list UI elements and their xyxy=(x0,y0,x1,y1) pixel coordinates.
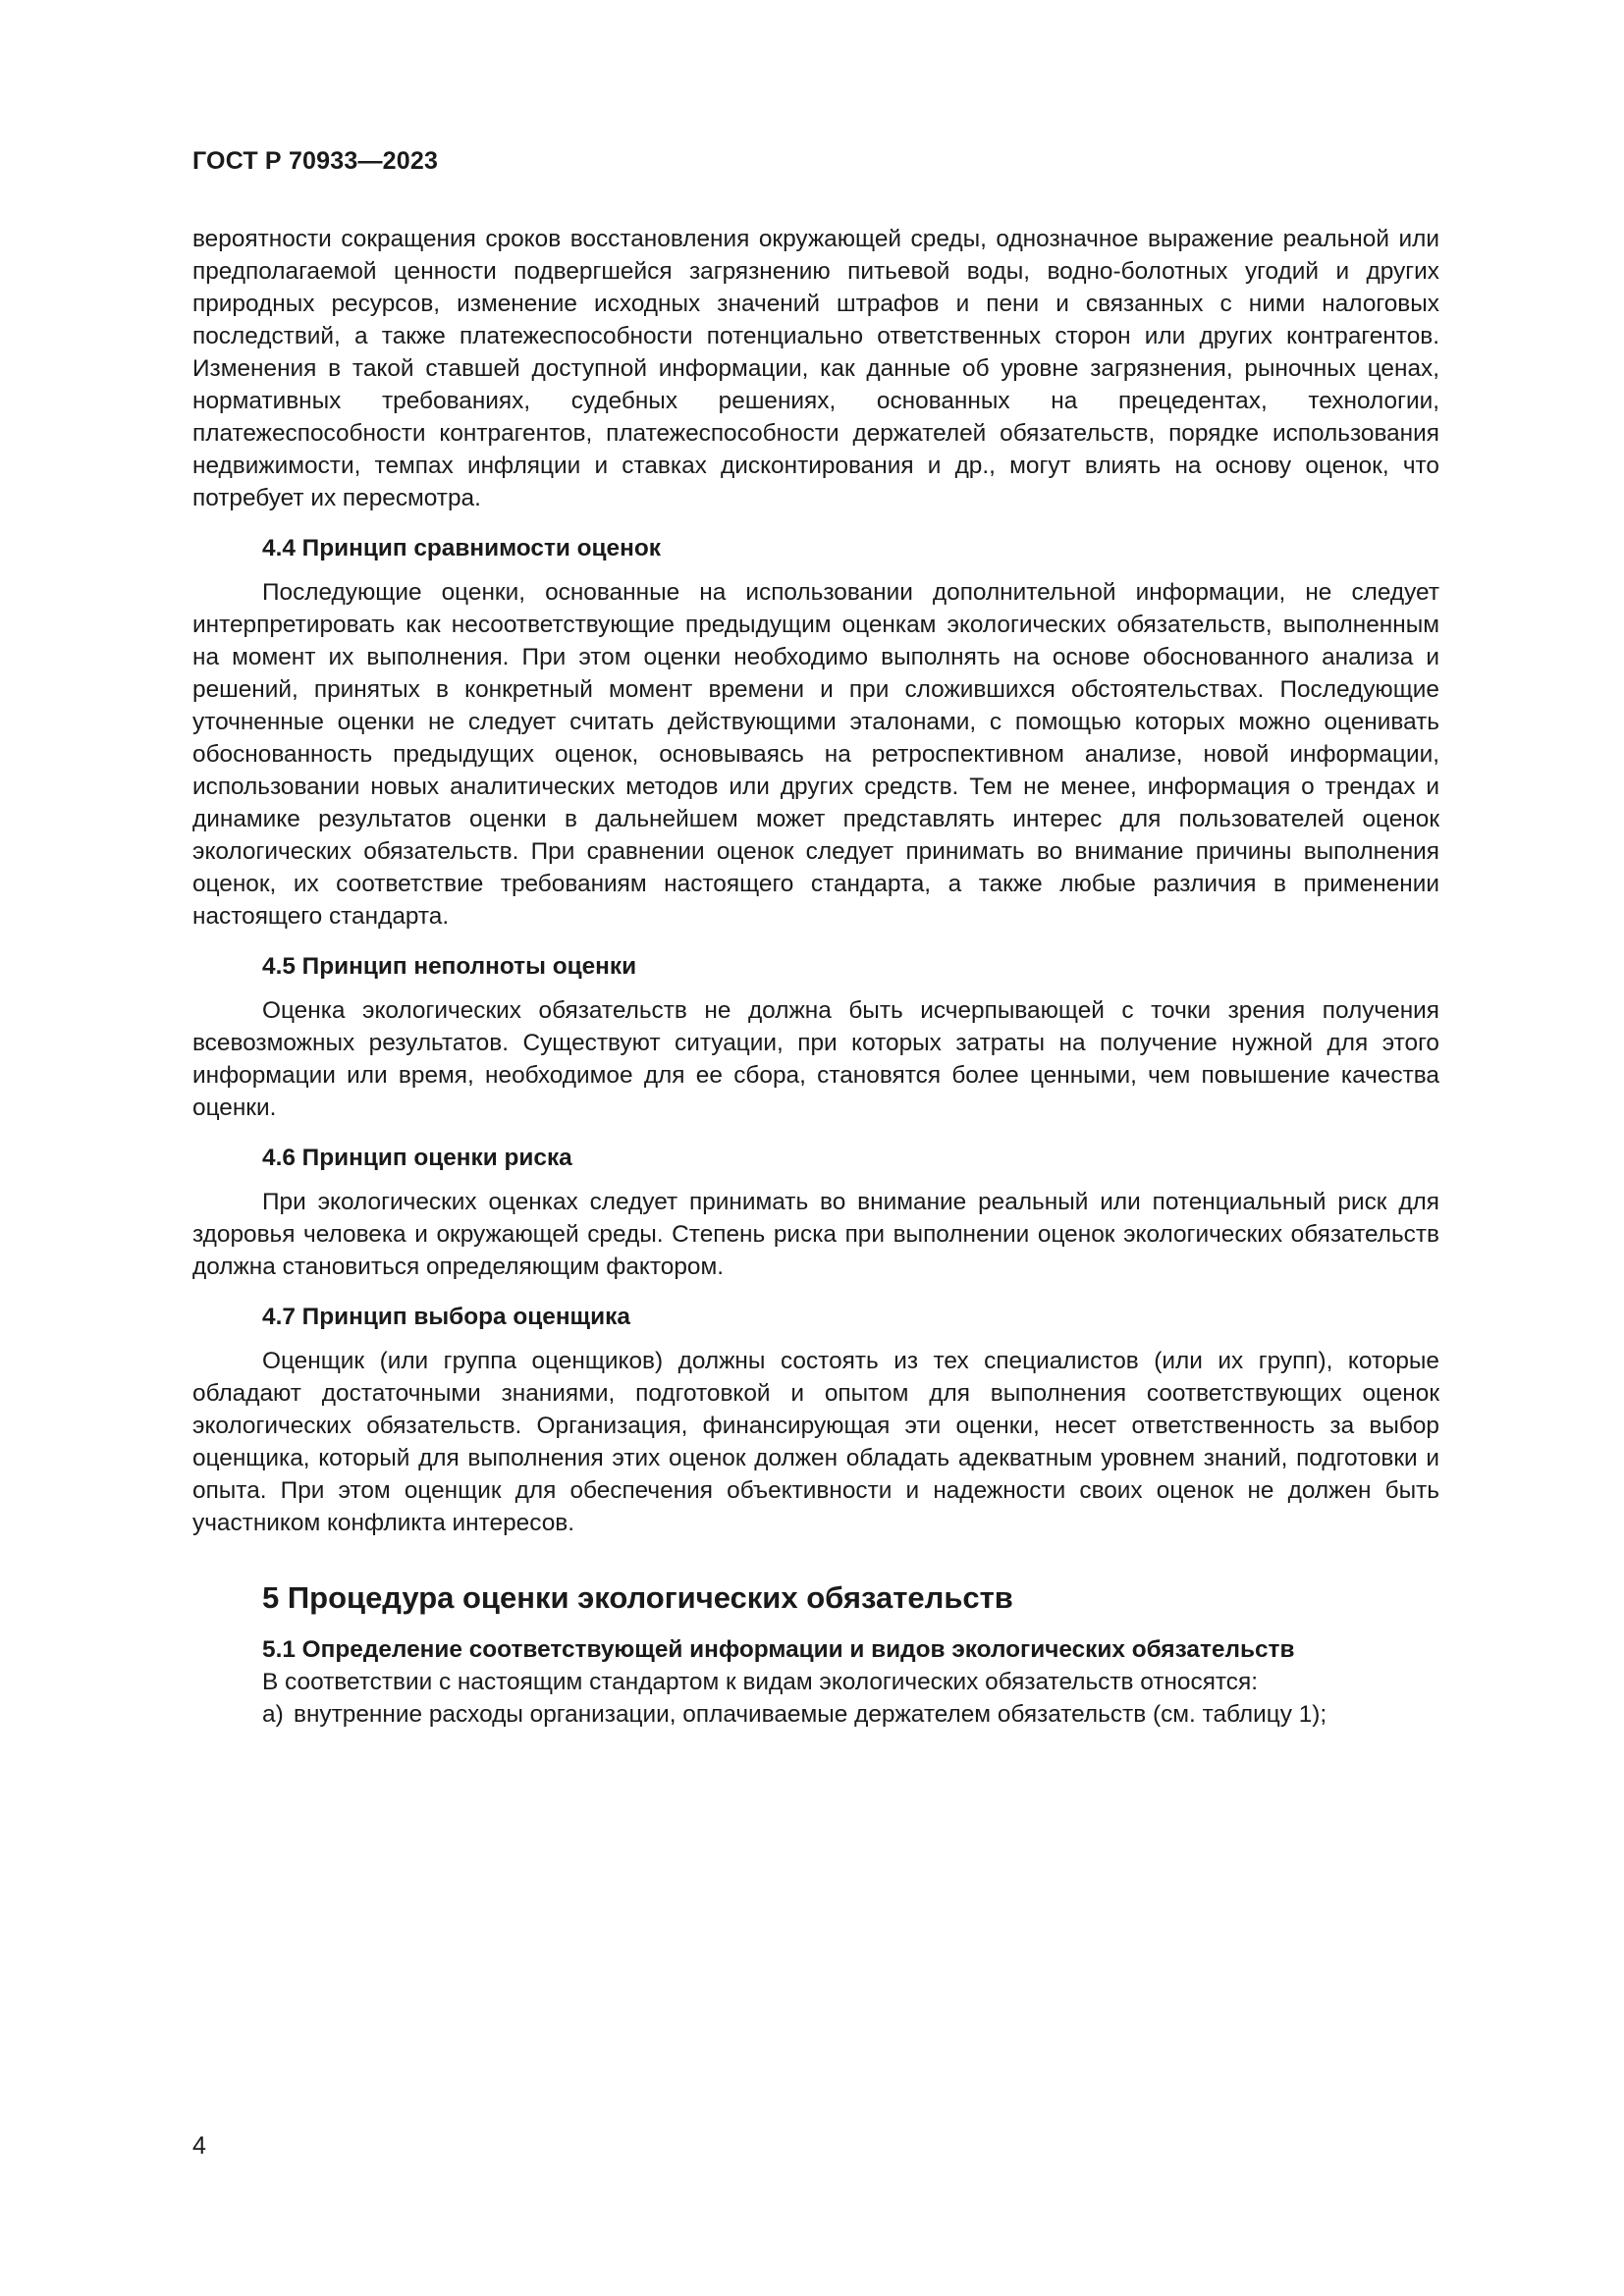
section-4-4-text: Последующие оценки, основанные на использовании дополнительной информации, не следует интерпретировать как несоответствующие предыдущим оценкам экологических обязательств, выполненным на момент их выполнения. При этом оценки необходимо выполнять на основе обоснованного анализа и решений, принятых в конкретный момент времени и при сложившихся обстоятельствах. Последующие уточненные оценки не следует считать действующими эталонами, с помощью которых можно оценивать обоснованность предыдущих оценок, основываясь на ретроспективном анализе, новой информации, использовании новых аналитических методов или других средств. Тем не менее, информация о трендах и динамике результатов оценки в дальнейшем может представлять интерес для пользователей оценок экологических обязательств. При сравнении оценок следует принимать во внимание причины выполнения оценок, их соответствие требованиям настоящего стандарта, а также любые различия в применении настоящего стандарта. xyxy=(192,579,1439,930)
page-number: 4 xyxy=(192,2132,206,2160)
list-item-text: внутренние расходы организации, оплачиваемые держателем обязательств (см. таблицу 1); xyxy=(294,1701,1327,1728)
section-4-4-heading: 4.4 Принцип сравнимости оценок xyxy=(262,535,661,561)
section-4-5-heading: 4.5 Принцип неполноты оценки xyxy=(262,953,637,980)
section-4-5-text: Оценка экологических обязательств не должна быть исчерпывающей с точки зрения получения всевозможных результатов. Существуют ситуации, при которых затраты на получение нужной для этого информации или время, необходимое для ее сбора, становятся более ценными, чем повышение качества оценки. xyxy=(192,997,1439,1121)
document-header: ГОСТ Р 70933—2023 xyxy=(192,147,439,175)
intro-paragraph: вероятности сокращения сроков восстановления окружающей среды, однозначное выражение реальной или предполагаемой ценности подвергшейся загрязнению питьевой воды, водно-болотных угодий и других природных ресурсов, изменение исходных значений штрафов и пени и связанных с ними налоговых последствий, а также платежеспособности потенциально ответственных сторон или других контрагентов. Изменения в такой ставшей доступной информации, как данные об уровне загрязнения, рыночных ценах, нормативных требованиях, судебных решениях, основанных на прецедентах, технологии, платежеспособности контрагентов, платежеспособности держателей обязательств, порядке использования недвижимости, темпах инфляции и ставках дисконтирования и др., могут влиять на основу оценок, что потребует их пересмотра. xyxy=(192,226,1439,511)
document-body xyxy=(192,223,1439,1731)
list-item xyxy=(192,1698,1439,1731)
section-4-6-heading: 4.6 Принцип оценки риска xyxy=(262,1145,572,1171)
section-5-heading: 5 Процедура оценки экологических обязательств xyxy=(262,1580,1013,1615)
section-5-1-heading: 5.1 Определение соответствующей информации и видов экологических обязательств xyxy=(262,1636,1295,1663)
section-5-1-intro: В соответствии с настоящим стандартом к видам экологических обязательств относятся: xyxy=(262,1669,1258,1695)
section-4-7-heading: 4.7 Принцип выбора оценщика xyxy=(262,1304,630,1330)
list-item-marker: а) xyxy=(262,1701,284,1728)
section-4-6-text: При экологических оценках следует принимать во внимание реальный или потенциальный риск для здоровья человека и окружающей среды. Степень риска при выполнении оценок экологических обязательств должна становиться определяющим фактором. xyxy=(192,1189,1439,1280)
section-4-7-text: Оценщик (или группа оценщиков) должны состоять из тех специалистов (или их групп), которые обладают достаточными знаниями, подготовкой и опытом для выполнения соответствующих оценок экологических обязательств. Организация, финансирующая эти оценки, несет ответственность за выбор оценщика, который для выполнения этих оценок должен обладать адекватным уровнем знаний, подготовки и опыта. При этом оценщик для обеспечения объективности и надежности своих оценок не должен быть участником конфликта интересов. xyxy=(192,1348,1439,1536)
